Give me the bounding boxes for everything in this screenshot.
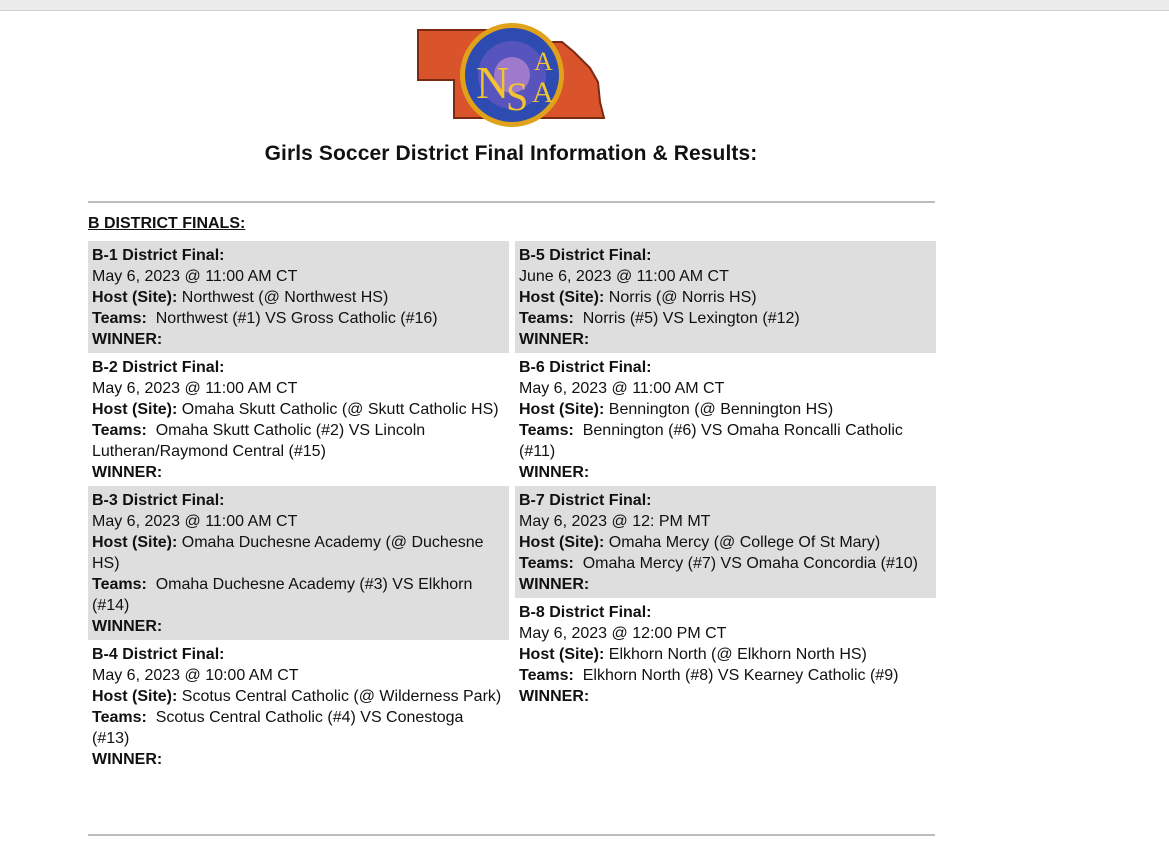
district-card-b7 xyxy=(515,486,936,598)
district-date: May 6, 2023 @ 12: PM MT xyxy=(519,513,711,530)
teams-label: Teams: xyxy=(519,667,574,684)
logo-letter-s: S xyxy=(506,74,529,119)
district-card-b3 xyxy=(88,486,509,640)
host-label: Host (Site): xyxy=(519,289,605,306)
winner-label: WINNER: xyxy=(519,464,590,481)
district-card-b8 xyxy=(515,598,936,710)
district-title: B-8 District Final: xyxy=(519,604,652,621)
district-card-b4 xyxy=(88,640,509,773)
district-host: Elkhorn North (@ Elkhorn North HS) xyxy=(608,646,867,663)
teams-label: Teams: xyxy=(519,555,574,572)
host-label: Host (Site): xyxy=(92,534,178,551)
host-label: Host (Site): xyxy=(92,289,178,306)
district-teams: Omaha Duchesne Academy (#3) VS Elkhorn (#14) xyxy=(92,576,473,614)
district-card-b5 xyxy=(515,241,936,353)
district-date: May 6, 2023 @ 11:00 AM CT xyxy=(92,268,298,285)
district-column-right xyxy=(515,241,936,710)
teams-label: Teams: xyxy=(519,422,574,439)
logo-letter-n: N xyxy=(476,57,510,108)
teams-label: Teams: xyxy=(92,422,147,439)
page-title: Girls Soccer District Final Information & Results: xyxy=(264,142,758,165)
district-teams: Norris (#5) VS Lexington (#12) xyxy=(582,310,800,327)
top-divider xyxy=(88,201,935,203)
host-label: Host (Site): xyxy=(92,688,178,705)
district-host: Omaha Duchesne Academy (@ Duchesne HS) xyxy=(92,534,484,572)
district-host: Northwest (@ Northwest HS) xyxy=(181,289,389,306)
winner-label: WINNER: xyxy=(519,331,590,348)
district-host: Omaha Skutt Catholic (@ Skutt Catholic HS) xyxy=(181,401,499,418)
nsaa-logo xyxy=(414,18,610,132)
browser-top-bar xyxy=(0,0,1169,11)
logo-letter-a1: A xyxy=(534,47,553,76)
district-teams: Scotus Central Catholic (#4) VS Conestoga (#13) xyxy=(92,709,464,747)
teams-label: Teams: xyxy=(92,576,147,593)
teams-label: Teams: xyxy=(92,709,147,726)
winner-label: WINNER: xyxy=(92,331,163,348)
bottom-divider xyxy=(88,834,935,836)
district-title: B-3 District Final: xyxy=(92,492,225,509)
host-label: Host (Site): xyxy=(92,401,178,418)
host-label: Host (Site): xyxy=(519,646,605,663)
district-teams: Omaha Mercy (#7) VS Omaha Concordia (#10) xyxy=(582,555,918,572)
host-label: Host (Site): xyxy=(519,401,605,418)
district-host: Norris (@ Norris HS) xyxy=(608,289,757,306)
district-teams: Bennington (#6) VS Omaha Roncalli Catholic (#11) xyxy=(519,422,903,460)
winner-label: WINNER: xyxy=(519,688,590,705)
district-host: Scotus Central Catholic (@ Wilderness Park) xyxy=(181,688,502,705)
district-teams: Elkhorn North (#8) VS Kearney Catholic (#9) xyxy=(582,667,899,684)
district-date: June 6, 2023 @ 11:00 AM CT xyxy=(519,268,729,285)
district-date: May 6, 2023 @ 10:00 AM CT xyxy=(92,667,299,684)
district-title: B-6 District Final: xyxy=(519,359,652,376)
logo-letter-a2: A xyxy=(532,76,554,109)
district-host: Omaha Mercy (@ College Of St Mary) xyxy=(608,534,881,551)
district-card-b6 xyxy=(515,353,936,486)
district-title: B-7 District Final: xyxy=(519,492,652,509)
district-card-b2 xyxy=(88,353,509,486)
winner-label: WINNER: xyxy=(519,576,590,593)
district-teams: Omaha Skutt Catholic (#2) VS Lincoln Lutheran/Raymond Central (#15) xyxy=(92,422,426,460)
winner-label: WINNER: xyxy=(92,751,163,768)
district-title: B-2 District Final: xyxy=(92,359,225,376)
teams-label: Teams: xyxy=(519,310,574,327)
district-teams: Northwest (#1) VS Gross Catholic (#16) xyxy=(155,310,438,327)
section-heading: B DISTRICT FINALS: xyxy=(88,215,246,232)
winner-label: WINNER: xyxy=(92,464,163,481)
teams-label: Teams: xyxy=(92,310,147,327)
district-date: May 6, 2023 @ 12:00 PM CT xyxy=(519,625,727,642)
district-date: May 6, 2023 @ 11:00 AM CT xyxy=(92,513,298,530)
district-title: B-4 District Final: xyxy=(92,646,225,663)
district-title: B-5 District Final: xyxy=(519,247,652,264)
district-host: Bennington (@ Bennington HS) xyxy=(608,401,834,418)
district-column-left xyxy=(88,241,509,773)
host-label: Host (Site): xyxy=(519,534,605,551)
district-card-b1 xyxy=(88,241,509,353)
district-date: May 6, 2023 @ 11:00 AM CT xyxy=(92,380,298,397)
winner-label: WINNER: xyxy=(92,618,163,635)
district-title: B-1 District Final: xyxy=(92,247,225,264)
district-date: May 6, 2023 @ 11:00 AM CT xyxy=(519,380,725,397)
